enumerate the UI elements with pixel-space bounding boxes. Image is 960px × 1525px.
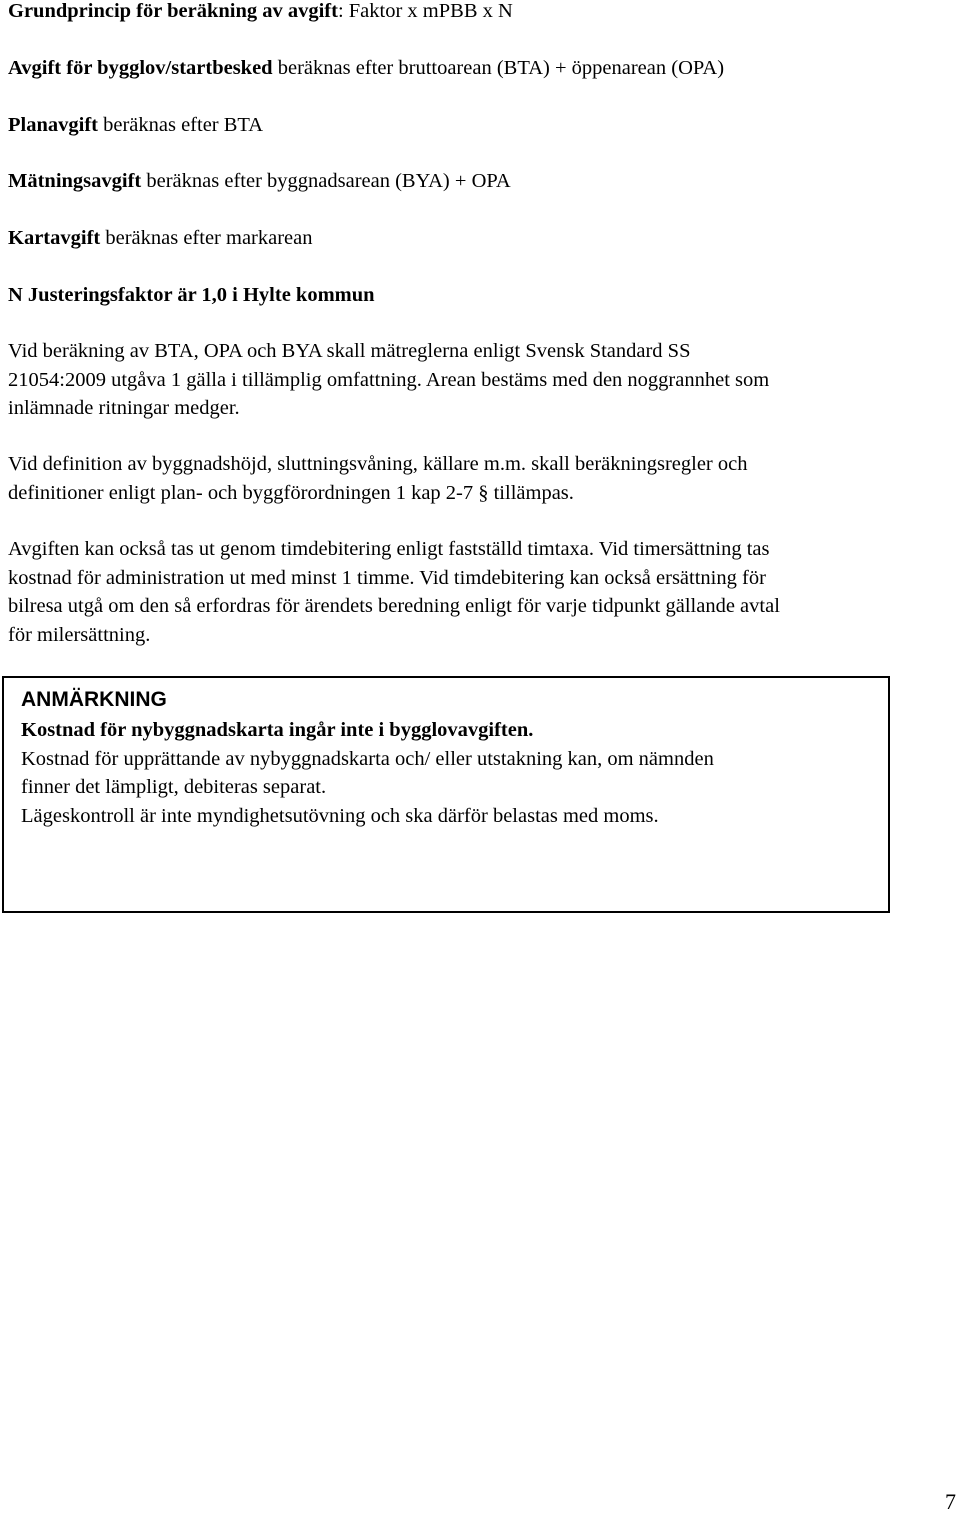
hourly-billing-line: Avgiften kan också tas ut genom timdebitering enligt fastställd timtaxa. Vid timersättning tas	[8, 538, 770, 560]
plan-fee-text: beräknas efter BTA	[97, 114, 264, 136]
note-bold-text: Kostnad för nybyggnadskarta ingår inte i bygglovavgiften.	[21, 719, 534, 741]
hourly-billing-paragraph	[8, 535, 952, 649]
map-fee-label: Kartavgift	[8, 227, 101, 249]
page-number: 7	[945, 1489, 956, 1514]
building-permit-fee-label: Avgift för bygglov/startbesked	[8, 57, 273, 79]
definitions-line: Vid definition av byggnadshöjd, sluttningsvåning, källare m.m. skall beräkningsregler och	[8, 453, 748, 475]
note-heading: ANMÄRKNING	[21, 688, 167, 711]
hourly-billing-line: kostnad för administration ut med minst 1 timme. Vid timdebitering kan också ersättning för	[8, 566, 766, 589]
definitions-line: definitioner enligt plan- och byggförordningen 1 kap 2-7 § tillämpas.	[8, 481, 574, 504]
fee-principle-line	[8, 0, 513, 25]
measurement-fee-line	[8, 167, 511, 195]
adjustment-factor-line	[8, 281, 375, 309]
fee-principle-text: : Faktor x mPBB x N	[337, 0, 513, 22]
building-permit-fee-text: beräknas efter bruttoarean (BTA) + öppenarean (OPA)	[272, 57, 725, 79]
fee-principle-label: Grundprincip för beräkning av avgift	[8, 0, 338, 22]
area-rules-line: inlämnade ritningar medger.	[8, 397, 240, 419]
note-line: finner det lämpligt, debiteras separat.	[21, 776, 327, 798]
area-rules-paragraph	[8, 337, 952, 423]
plan-fee-label: Planavgift	[8, 114, 98, 136]
note-bold-line	[21, 716, 714, 745]
note-line: Kostnad för upprättande av nybyggnadskarta och/ eller utstakning kan, om nämnden	[21, 747, 714, 770]
adjustment-factor-text: N Justeringsfaktor är 1,0 i Hylte kommun	[8, 284, 375, 306]
note-body	[21, 716, 714, 830]
measurement-fee-text: beräknas efter byggnadsarean (BYA) + OPA	[141, 170, 511, 192]
note-box	[2, 676, 890, 913]
map-fee-line	[8, 224, 313, 252]
plan-fee-line	[8, 111, 263, 139]
hourly-billing-line: för milersättning.	[8, 623, 151, 646]
area-rules-line: 21054:2009 utgåva 1 gälla i tillämplig omfattning. Arean bestäms med den noggrannhet som	[8, 368, 770, 391]
building-permit-fee-line	[8, 54, 724, 82]
note-line: Lägeskontroll är inte myndighetsutövning och ska därför belastas med moms.	[21, 804, 659, 827]
hourly-billing-line: bilresa utgå om den så erfordras för ärendets beredning enligt för varje tidpunkt gällande avtal	[8, 595, 780, 617]
area-rules-line: Vid beräkning av BTA, OPA och BYA skall mätreglerna enligt Svensk Standard SS	[8, 340, 691, 362]
map-fee-text: beräknas efter markarean	[100, 227, 313, 249]
definitions-paragraph	[8, 450, 952, 507]
measurement-fee-label: Mätningsavgift	[8, 170, 142, 192]
